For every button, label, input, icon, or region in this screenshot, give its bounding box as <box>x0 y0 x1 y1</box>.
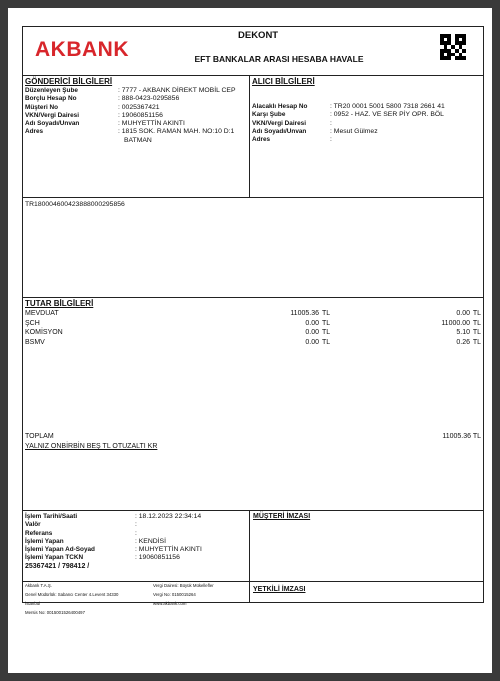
field-label: Karşı Şube <box>252 111 286 119</box>
total-label: TOPLAM <box>25 433 54 440</box>
footer-line: Akbank T.A.Ş. <box>25 583 52 588</box>
field-label: İşlem Tarihi/Saati <box>25 513 78 520</box>
amount-value-2: 5.10 <box>456 329 470 337</box>
field-row <box>25 87 236 95</box>
amount-label: MEVDUAT <box>25 310 59 317</box>
transaction-info <box>25 513 247 571</box>
amount-value-2: 0.26 <box>456 338 470 346</box>
field-label: VKN/Vergi Dairesi <box>252 119 306 127</box>
field-label: İşlemi Yapan Ad-Soyad <box>25 546 95 554</box>
field-label: Alacaklı Hesap No <box>252 103 308 110</box>
amount-value: 11005.36 <box>290 310 319 317</box>
field-value: : 18.12.2023 22:34:14 <box>135 513 202 520</box>
field-label: Borçlu Hesap No <box>25 95 77 103</box>
field-value: : TR20 0001 5001 5800 7318 2661 41 <box>330 103 445 110</box>
receipt-form <box>22 26 484 615</box>
receipt-page <box>8 8 492 673</box>
divider <box>249 75 250 197</box>
field-label: İşlemi Yapan <box>25 537 64 545</box>
amount-row <box>23 310 483 320</box>
document-subtitle: EFT BANKALAR ARASI HESABA HAVALE <box>194 54 364 64</box>
amount-in-words: YALNIZ ONBİRBİN BEŞ TL OTUZALTI KR <box>25 443 158 450</box>
field-label: Referans <box>25 529 53 537</box>
field-value: : 888-0423-0295856 <box>118 95 180 103</box>
field-label: Adres <box>252 136 271 144</box>
receiver-section-title: ALICI BİLGİLERİ <box>252 77 315 86</box>
footer-line: Vergi Dairesi: Büyük Mükellefler <box>153 583 214 588</box>
field-value: : <box>135 529 137 537</box>
field-label: Valör <box>25 521 41 529</box>
field-row <box>25 521 247 529</box>
amount-row <box>23 320 483 330</box>
field-row <box>25 136 152 145</box>
document-title: DEKONT <box>238 30 279 41</box>
field-label: Adı Soyadı/Unvan <box>25 120 80 128</box>
footer-line: Mersis No: 0015001526400497 <box>25 610 85 615</box>
field-value: : 19060851156 <box>135 554 180 562</box>
amount-row <box>23 329 483 339</box>
field-value: : MUHYETTİN AKINTI <box>135 546 202 554</box>
divider <box>23 197 483 198</box>
field-value: : <box>330 136 332 144</box>
field-row <box>25 103 160 112</box>
amount-row <box>23 339 483 349</box>
receiver-info <box>252 77 445 144</box>
total-amount: 11005.36 TL <box>442 433 481 440</box>
amount-label: ŞCH <box>25 319 40 327</box>
amount-currency: TL <box>322 338 331 346</box>
amount-currency-2: TL <box>472 319 481 327</box>
field-value: : MUHYETTİN AKINTI <box>118 120 185 128</box>
reference-code: 25367421 / 798412 / <box>25 562 90 570</box>
field-label: Adres <box>25 128 44 136</box>
field-value: : KENDİSİ <box>135 537 166 545</box>
divider <box>23 297 483 298</box>
field-value: : Mesut Gülmez <box>330 127 378 135</box>
amount-currency: TL <box>322 310 331 317</box>
footer-line: Genel Müdürlük: Sabancı Center 4.Levent 34330 <box>25 592 119 597</box>
amount-currency-2: TL <box>472 338 481 346</box>
amount-currency: TL <box>322 329 331 337</box>
field-value: : 7777 - AKBANK DİREKT MOBİL CEP <box>118 87 236 94</box>
field-value: : 19060851156 <box>118 111 163 119</box>
field-label: Düzenleyen Şube <box>25 87 78 94</box>
amount-value: 0.00 <box>305 329 319 337</box>
field-row <box>25 128 235 136</box>
field-row <box>25 111 163 120</box>
field-value: BATMAN <box>124 136 152 144</box>
amount-label: KOMİSYON <box>25 329 63 337</box>
reference-code-row <box>25 563 247 571</box>
amount-value-2: 0.00 <box>456 310 470 317</box>
field-row <box>252 127 378 136</box>
field-value: : 1815 SOK. RAMAN MAH. NO:10 D:1 <box>118 128 235 136</box>
field-row <box>25 513 247 521</box>
sender-section-title: GÖNDERİCİ BİLGİLERİ <box>25 77 113 86</box>
field-value: : <box>330 119 332 127</box>
sender-info <box>25 77 236 145</box>
divider <box>23 75 483 76</box>
field-row <box>252 111 444 119</box>
amount-currency-2: TL <box>472 310 481 317</box>
divider <box>23 581 483 582</box>
akbank-logo: AKBANK <box>35 38 129 61</box>
field-label: VKN/Vergi Dairesi <box>25 111 79 119</box>
authorized-signature-label: YETKİLİ İMZASI <box>253 586 306 593</box>
amount-currency: TL <box>322 319 331 327</box>
description-text: TR180004600423888000295856 <box>25 201 125 208</box>
amounts-section-title: TUTAR BİLGİLERİ <box>25 299 94 308</box>
footer-line: Vergi No: 0150015264 <box>153 592 196 597</box>
qr-code-icon <box>440 34 466 60</box>
customer-signature-label: MÜŞTERİ İMZASI <box>253 513 311 520</box>
field-value: : <box>135 521 137 529</box>
footer-right <box>153 583 214 610</box>
field-row <box>25 530 247 538</box>
amount-label: BSMV <box>25 338 45 346</box>
field-label: Adı Soyadı/Unvan <box>252 127 307 135</box>
field-value: : 0025367421 <box>118 103 160 111</box>
field-row <box>252 119 332 128</box>
field-row <box>252 103 445 111</box>
footer-line: İstanbul <box>25 601 41 606</box>
field-row <box>25 538 247 546</box>
field-row <box>25 95 180 103</box>
amount-value-2: 11000.00 <box>441 319 470 327</box>
field-label: Müşteri No <box>25 103 59 111</box>
divider <box>249 510 250 603</box>
field-row <box>25 120 185 128</box>
footer-left <box>25 583 118 619</box>
amount-value: 0.00 <box>305 319 319 327</box>
divider <box>23 510 483 511</box>
field-value: : 0952 - HAZ. VE SER PİY OPR. BÖL <box>330 111 444 119</box>
field-label: İşlemi Yapan TCKN <box>25 554 84 562</box>
amounts-table <box>23 310 483 348</box>
footer-line: www.akbank.com <box>153 601 187 606</box>
amount-currency-2: TL <box>472 329 481 337</box>
field-row <box>25 554 247 562</box>
amount-value: 0.00 <box>305 338 319 346</box>
field-row <box>252 136 332 144</box>
